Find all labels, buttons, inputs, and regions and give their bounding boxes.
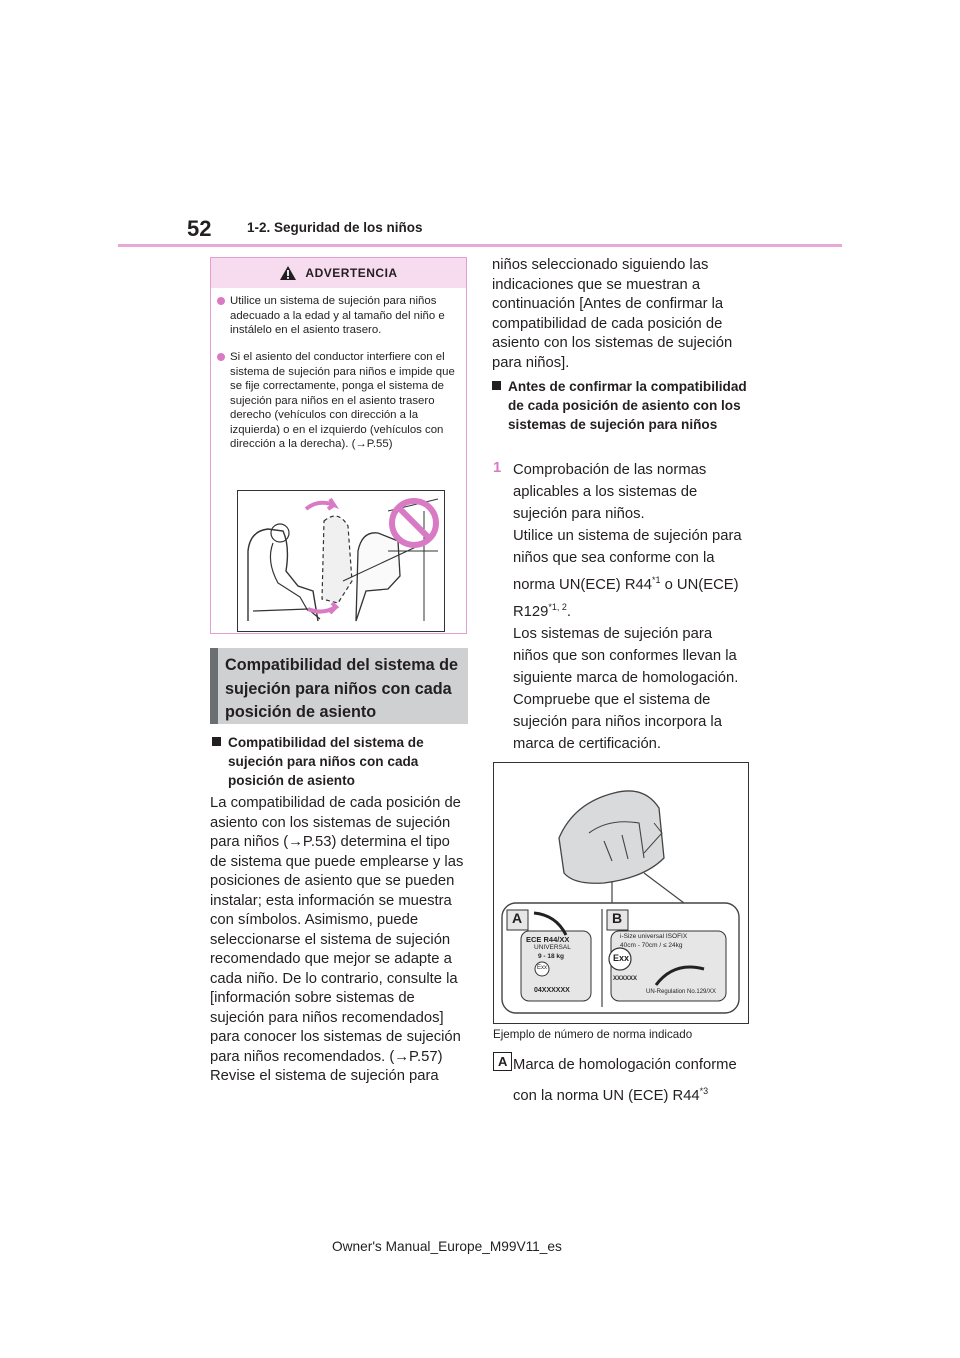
label-a-description: Marca de homologación conforme con la norma UN (ECE) R44$^{*3}$ (513, 1057, 737, 1104)
warning-item-text: Utilice un sistema de sujeción para niños adecuado a la edad y al tamaño del niño e instálelo en el asiento trasero. (230, 295, 445, 336)
bullet-icon (217, 353, 225, 361)
square-bullet-icon (492, 381, 501, 390)
weight-text: 9 - 18 kg (538, 953, 565, 960)
left-paragraph: La compatibilidad de cada posición de asiento con los sistemas de sujeción para niños (→P.53) determina el tipo de sistema que puede emplearse y las posiciones de asiento que se pueden instalar; esta información se muestra con símbolos. Asimismo, puede seleccionarse el sistema de sujeción recomendado que mejor se adapte a cada niño. De lo contrario, consulte la [información sobre sistemas de sujeción para niños recomendados] para conocer los sistemas de sujeción para niños recomendados. (→P.57) Revise el sistema de sujeción para (210, 795, 464, 1084)
warning-illustration (237, 490, 445, 632)
range-text: 40cm - 70cm / ≤ 24kg (620, 942, 683, 949)
footer: Owner's Manual_Europe_M99V11_es (332, 1239, 562, 1254)
section-title: 1-2. Seguridad de los niños (247, 220, 423, 235)
warning-item (217, 350, 461, 452)
page-number: 52 (187, 216, 212, 241)
step-content (513, 459, 745, 755)
section-heading: Compatibilidad del sistema de sujeción para niños con cada posición de asiento (210, 648, 468, 724)
footnote-ref: *3 (699, 1086, 709, 1096)
warning-triangle-icon (279, 265, 297, 281)
right-subheading-text: Antes de confirmar la compatibilidad de cada posición de asiento con los sistemas de sujeción para niños (508, 379, 747, 432)
bullet-icon (217, 297, 225, 305)
code-a: 04XXXXXX (534, 987, 570, 994)
step-text-c: . (566, 603, 572, 620)
isize-text: i-Size universal ISOFIX (620, 933, 688, 940)
code-b: XXXXXX (613, 976, 638, 982)
step-text-b: o UN(ECE) R129 (513, 576, 739, 620)
ece-line: ECE R44/XX (526, 935, 570, 944)
step-number: 1 (493, 460, 502, 476)
left-subheading (212, 733, 478, 790)
warning-item (217, 294, 461, 338)
approval-label-figure (493, 762, 749, 1024)
warning-item-text: Si el asiento del conductor interfiere con el sistema de sujeción para niños e impide que se fije correctamente, ponga el sistema de sujeción para niños en el asiento trasero derecho (vehículos con dirección a la izquierda) o en el izquierdo (vehículos con dirección a la derecha). (→P.55) (230, 351, 455, 450)
step-title: Comprobación de las normas aplicables a los sistemas de sujeción para niños. (513, 462, 707, 522)
exx-mark-b: Exx (613, 953, 630, 963)
step-text-d: Los sistemas de sujeción para niños que son conformes llevan la siguiente marca de homologación. Compruebe que el sistema de sujeción para niños incorpora la marca de certificación. (513, 625, 739, 752)
footnote-ref: *1, 2 (548, 601, 567, 612)
exx-mark: Exx (537, 965, 548, 971)
step-text-a: Utilice un sistema de sujeción para niños que sea conforme con la norma UN(ECE) R44 (513, 528, 742, 593)
square-bullet-icon (212, 737, 221, 746)
label-a: A (512, 910, 523, 926)
figure-caption: Ejemplo de número de norma indicado (493, 1028, 693, 1041)
warning-header (211, 258, 466, 288)
warning-title: ADVERTENCIA (305, 266, 398, 280)
label-a-note (493, 1052, 512, 1073)
universal-text: UNIVERSAL (534, 944, 571, 951)
warning-box (210, 257, 467, 634)
label-b: B (612, 910, 623, 926)
right-subheading (492, 377, 760, 434)
header-rule (118, 244, 842, 247)
left-subheading-text: Compatibilidad del sistema de sujeción para niños con cada posición de asiento (228, 735, 424, 788)
footnote-ref: *1 (651, 575, 661, 585)
label-a-box: A (493, 1052, 512, 1071)
right-paragraph: niños seleccionado siguiendo las indicaciones que se muestran a continuación [Antes de confirmar la compatibilidad de cada posición de asiento con los sistemas de sujeción para niños]. (492, 257, 733, 371)
regulation-text: UN-Regulation No.129/XX (646, 989, 717, 995)
